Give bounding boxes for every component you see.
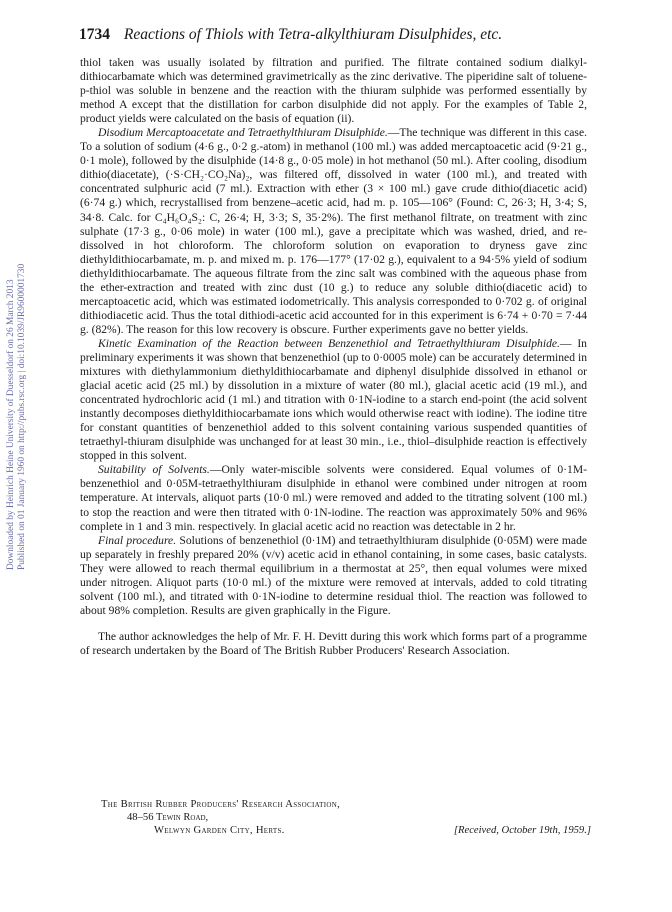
paragraph-procedure-text: Solutions of benzenethiol (0·1M) and tetraethylthiuram disulphide (0·05M) were made up separately in freshly prepared 20% (v/v) acetic acid in ethanol containing, in some cases, basic catalysts. They were allowed to reach thermal equilibrium in a thermostat at 25°, then equal volumes were mixed under nitrogen. Aliquot parts (10·0 ml.) of the mixture were removed at intervals, added to cold titrating solvent (100 ml.), and titrated with 0·1N-iodine to determine residual thiol. The reaction was followed to about 98% completion. Results are given graphically in the Figure. — [80, 533, 588, 617]
section-heading-solvents: Suitability of Solvents. — [98, 463, 210, 477]
paragraph-kinetic — [80, 337, 587, 463]
paragraph-solvents-text: —Only water-miscible solvents were considered. Equal volumes of 0·1M-benzenethiol and 0·05M-tetraethylthiuram disulphide in ethanol were combined under nitrogen at room temperature. At intervals, aliquot parts (10·0 ml.) were removed and added to the titrating solvent (100 ml.) to stop the reaction and were then titrated with 0·1N-iodine. The reaction was approximately 50% and 96% complete in 1 and 3 min. respectively. In glacial acetic acid no reaction was detectable in 2 hr. — [80, 463, 588, 533]
paragraph-isolation: thiol taken was usually isolated by filtration and purified. The filtrate contained sodium dialkyl-dithiocarbamate which was determined gravimetrically as the zinc derivative. The piperidine salt of toluene-p-thiol was soluble in benzene and the reaction with the thiuram sulphide was performed essentially by method A except that the distillation for carbon disulphide did not apply. For the examples of Table 2, product yields were calculated on the basis of equation (ii). — [80, 56, 587, 126]
running-title: Reactions of Thiols with Tetra-alkylthiuram Disulphides, etc. — [123, 26, 503, 43]
page-number: 1734 — [79, 26, 110, 43]
section-heading-disodium: Disodium Mercaptoacetate and Tetraethylthiuram Disulphide. — [98, 126, 388, 140]
sidebar-doi-line: Published on 01 January 1960 on http://pubs.rsc.org | doi:10.1039/JR9600001730 — [17, 263, 27, 570]
article-body — [80, 56, 587, 658]
address-town: Welwyn Garden City, Herts. — [154, 825, 285, 836]
paragraph-disodium-text: —The technique was different in this case. To a solution of sodium (4·6 g., 0·2 g.-atom) in methanol (100 ml.) was added mercaptoacetic acid (9·21 g., 0·1 mole), followed by the disulphide (14·8 g., 0·05 mole) in hot methanol (50 ml.). After cooling, disodium dithio(diacetate), (·S·CH₂·CO₂Na)₂, was filtered off, dissolved in water (100 ml.), and treated with concentrated sulphuric acid (7 ml.). Extraction with ether (3 × 100 ml.) gave crude dithio(diacetic acid) (6·74 g.) which, recrystallised from benzene–acetic acid, had m. p. 105—106° (Found: C, 26·3; H, 3·4; S, 34·8. Calc. for C₄H₆O₄S₂: C, 26·4; H, 3·3; S, 35·2%). The first methanol filtrate, on treatment with zinc sulphate (17·3 g., 0·06 mole) in water (100 ml.), gave a precipitate which was washed, dried, and re-dissolved in hot chloroform. The chloroform solution on evaporation to dryness gave zinc diethyldithiocarbamate, m. p. and mixed m. p. 176—177° (17·02 g.), equivalent to a 94·5% yield of sodium diethyldithiocarbamate. The aqueous filtrate from the zinc salt was combined with the aqueous phase from the ether-extraction and treated with zinc dust (10 g.) to reduce any soluble dithio(diacetic acid) to mercaptoacetic acid, which was estimated iodometrically. This analysis corresponded to 0·702 g. of original dithiodiacetic acid. Thus the total dithiodi-acetic acid accounted for in this experiment is 6·74 + 0·70 = 7·44 g. (82%). The reason for this low recovery is obscure. Further experiments gave no better yields. — [80, 126, 587, 336]
sidebar-text — [6, 150, 28, 570]
running-header — [79, 26, 599, 44]
acknowledgement: The author acknowledges the help of Mr. F. H. Devitt during this work which forms part of a programme of research undertaken by the Board of The British Rubber Producers' Research Association. — [80, 629, 587, 657]
address-organisation: The British Rubber Producers' Research Association, — [101, 799, 341, 810]
address-street: 48–56 Tewin Road, — [127, 812, 209, 823]
author-address — [101, 798, 591, 837]
section-heading-kinetic: Kinetic Examination of the Reaction between Benzenethiol and Tetraethylthiuram Disulphide. — [98, 336, 560, 350]
paragraph-disodium — [80, 126, 587, 337]
paragraph-solvents — [80, 463, 587, 533]
sidebar-download-line: Downloaded by Heinrich Heine University of Duesseldorf on 26 March 2013 — [6, 279, 16, 570]
received-date: [Received, October 19th, 1959.] — [453, 825, 591, 836]
section-heading-procedure: Final procedure. — [98, 533, 177, 547]
paragraph-procedure — [80, 534, 587, 618]
download-sidebar — [0, 150, 30, 570]
paragraph-kinetic-text: — In preliminary experiments it was shown that benzenethiol (up to 0·0005 mole) can be accurately determined in mixtures with diethylammonium diethyldithiocarbamate and diphenyl disulphide dissolved in ethanol or glacial acetic acid (25 ml.) by dissolution in a mixture of water (80 ml.), glacial acetic acid (19 ml.), and concentrated hydrochloric acid (1 ml.) and titration with 0·1N-iodine to a starch end-point (the acid solvent instantly decomposes diethyldithiocarbamate ions which would otherwise react with iodine). The iodine titre for constant quantities of benzenethiol added to this solvent containing various suspended quantities of tetraethyl-thiuram disulphide was unchanged for at least 30 min., i.e., thiol–disulphide reaction is effectively stopped in this solvent. — [80, 336, 587, 463]
